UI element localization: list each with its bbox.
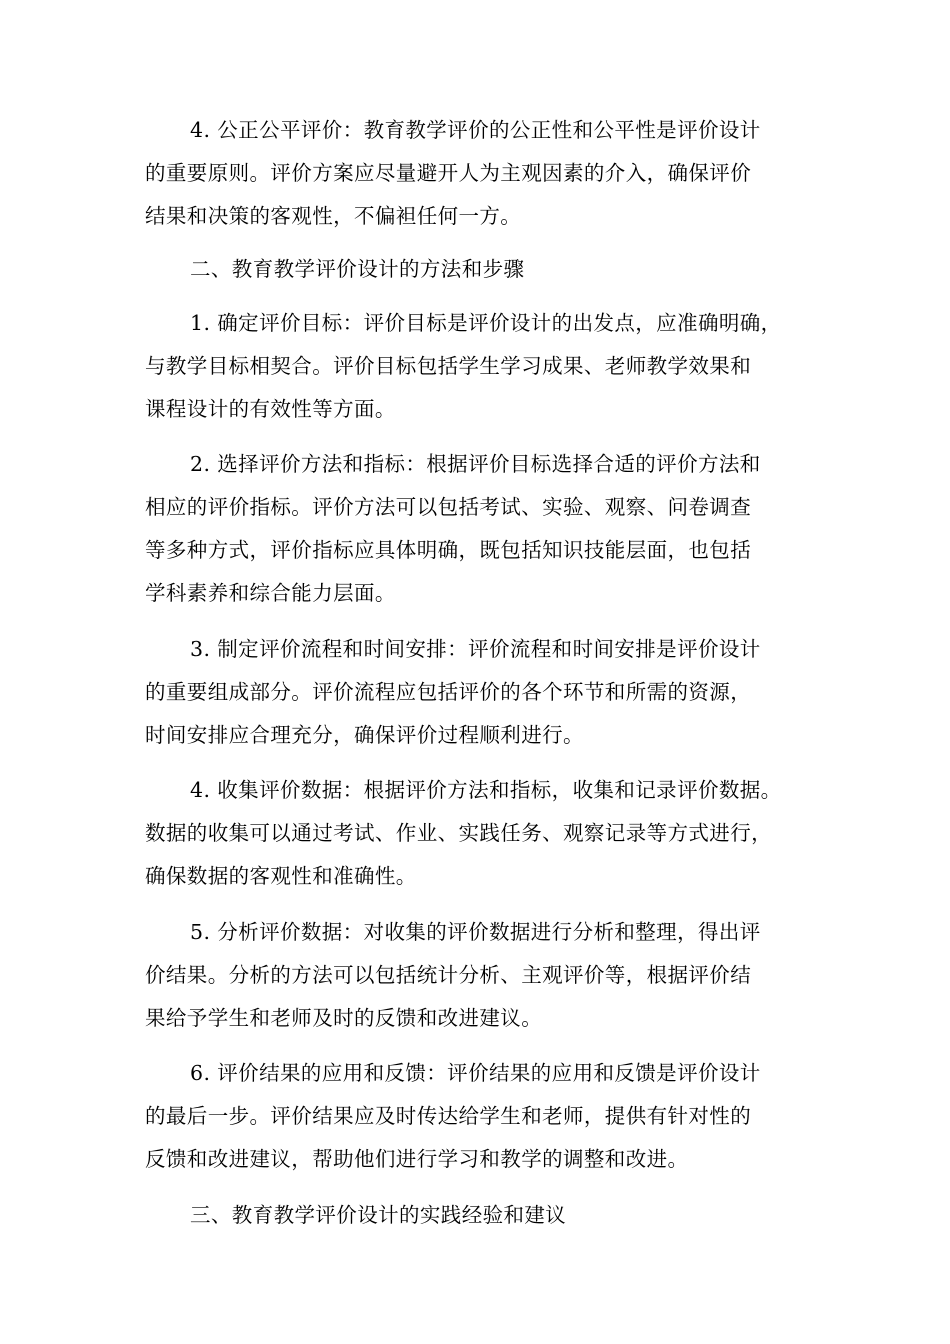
text-line: 学科素养和综合能力层面。 [145, 581, 396, 605]
text-line: 确保数据的客观性和准确性。 [145, 864, 417, 888]
text-line: 的重要原则。评价方案应尽量避开人为主观因素的介入，确保评价 [145, 161, 752, 185]
text-line: 5. 分析评价数据：对收集的评价数据进行分析和整理，得出评 [190, 920, 761, 944]
text-line: 等多种方式，评价指标应具体明确，既包括知识技能层面，也包括 [145, 538, 752, 562]
text-line: 课程设计的有效性等方面。 [145, 397, 396, 421]
text-line: 3. 制定评价流程和时间安排：评价流程和时间安排是评价设计 [190, 637, 761, 661]
text-line: 数据的收集可以通过考试、作业、实践任务、观察记录等方式进行， [145, 821, 772, 845]
text-line: 4. 公正公平评价：教育教学评价的公正性和公平性是评价设计 [190, 118, 761, 142]
section-heading: 三、教育教学评价设计的实践经验和建议 [190, 1203, 567, 1227]
text-line: 价结果。分析的方法可以包括统计分析、主观评价等，根据评价结 [145, 963, 752, 987]
text-line: 4. 收集评价数据：根据评价方法和指标，收集和记录评价数据。 [190, 778, 782, 802]
text-line: 1. 确定评价目标：评价目标是评价设计的出发点，应准确明确， [190, 311, 782, 335]
text-line: 6. 评价结果的应用和反馈：评价结果的应用和反馈是评价设计 [190, 1061, 761, 1085]
text-line: 2. 选择评价方法和指标：根据评价目标选择合适的评价方法和 [190, 452, 761, 476]
text-line: 反馈和改进建议，帮助他们进行学习和教学的调整和改进。 [145, 1147, 689, 1171]
text-line: 果给予学生和老师及时的反馈和改进建议。 [145, 1006, 543, 1030]
text-line: 与教学目标相契合。评价目标包括学生学习成果、老师教学效果和 [145, 354, 752, 378]
text-line: 结果和决策的客观性，不偏袒任何一方。 [145, 204, 522, 228]
text-line: 的最后一步。评价结果应及时传达给学生和老师，提供有针对性的 [145, 1104, 752, 1128]
text-line: 时间安排应合理充分，确保评价过程顺利进行。 [145, 723, 584, 747]
text-line: 的重要组成部分。评价流程应包括评价的各个环节和所需的资源， [145, 680, 752, 704]
section-heading: 二、教育教学评价设计的方法和步骤 [190, 257, 525, 281]
text-line: 相应的评价指标。评价方法可以包括考试、实验、观察、问卷调查 [145, 495, 752, 519]
